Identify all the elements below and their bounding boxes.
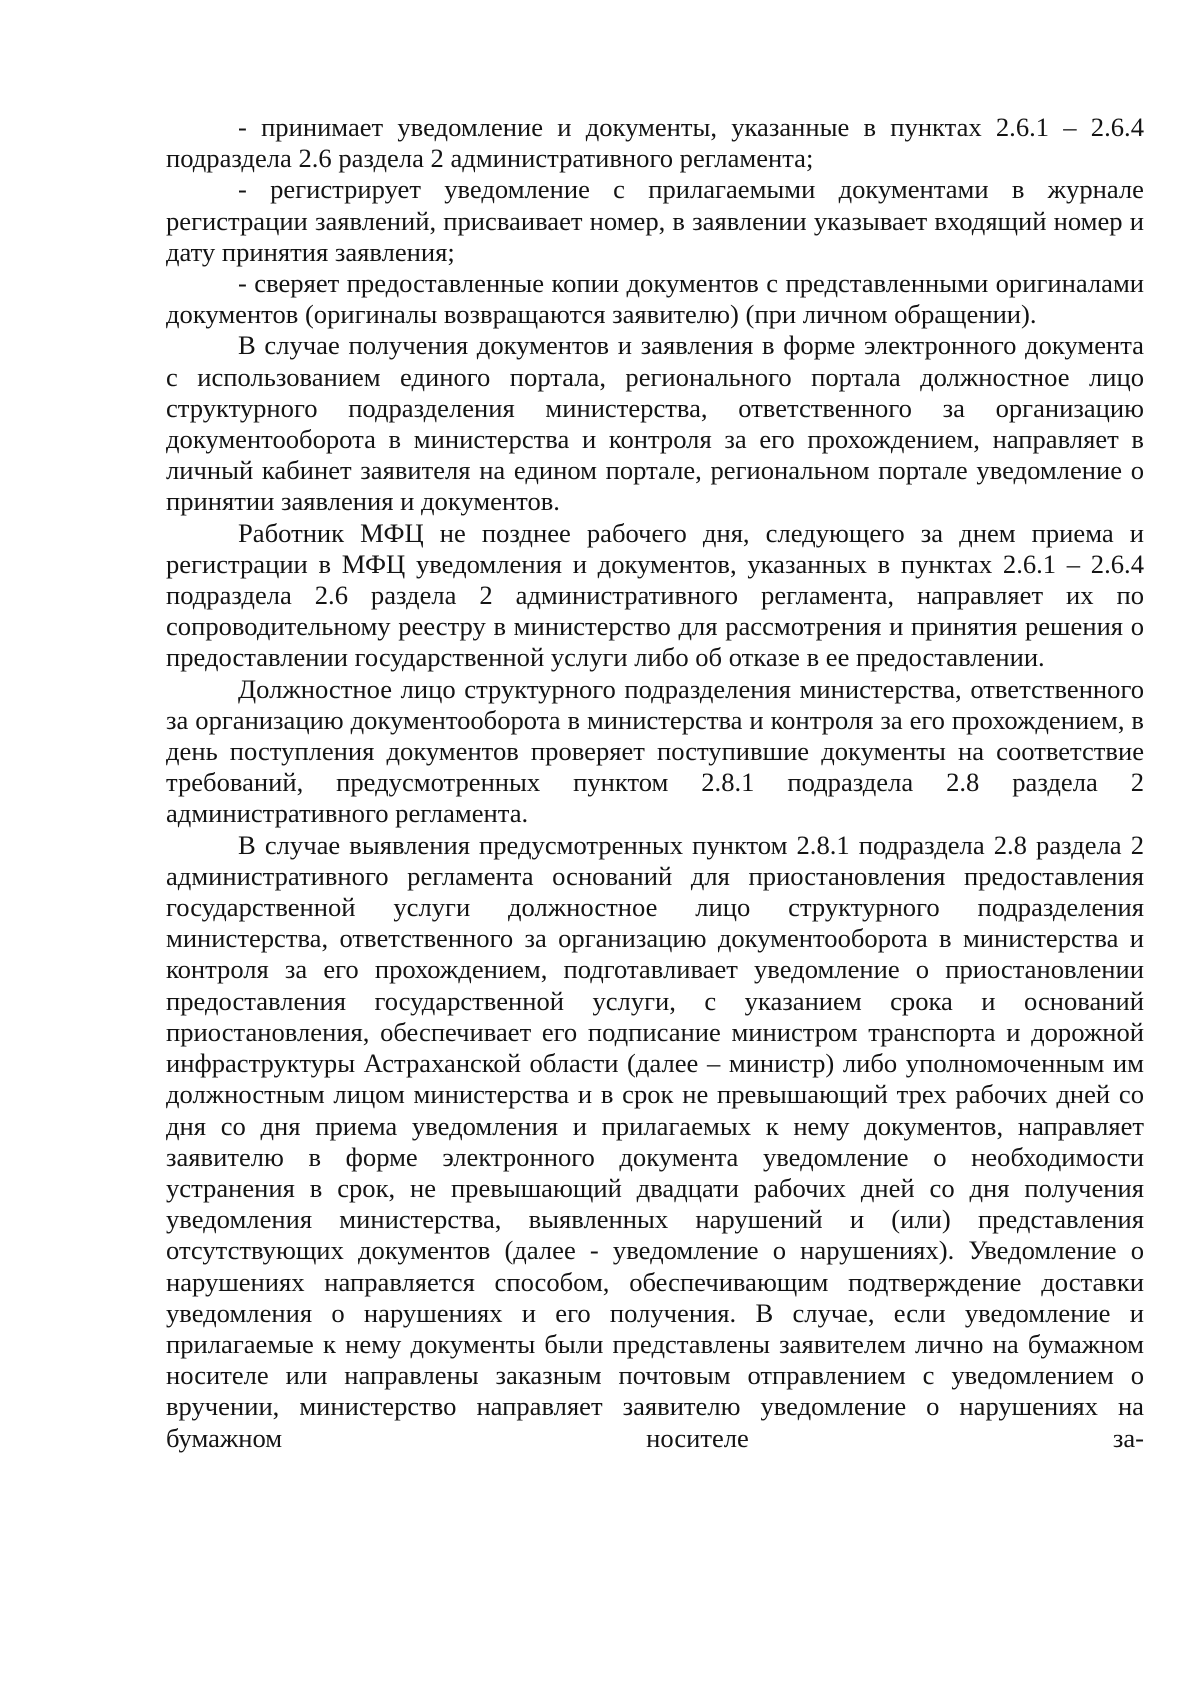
- document-body: [166, 112, 1144, 1454]
- paragraph-suspension-notice: В случае выявления предусмотренных пунктом 2.8.1 подраздела 2.8 раздела 2 административного регламента оснований для приостановления предоставления государственной услуги должностное лицо структурного подразделения министерства, ответственного за организацию документооборота в министерства и контроля за его прохождением, подготавливает уведомление о приостановлении предоставления государственной услуги, с указанием срока и оснований приостановления, обеспечивает его подписание министром транспорта и дорожной инфраструктуры Астраханской области (далее – министр) либо уполномоченным им должностным лицом министерства и в срок не превышающий трех рабочих дней со дня со дня приема уведомления и прилагаемых к нему документов, направляет заявителю в форме электронного документа уведомление о необходимости устранения в срок, не превышающий двадцати рабочих дней со дня получения уведомления министерства, выявленных нарушений и (или) представления отсутствующих документов (далее - уведомление о нарушениях). Уведомление о нарушениях направляется способом, обеспечивающим подтверждение доставки уведомления о нарушениях и его получения. В случае, если уведомление и прилагаемые к нему документы были представлены заявителем лично на бумажном носителе или направлены заказным почтовым отправлением с уведомлением о вручении, министерство направляет заявителю уведомление о нарушениях на бумажном носителе за-: [166, 829, 1144, 1453]
- paragraph-mfc-employee: Работник МФЦ не позднее рабочего дня, следующего за днем приема и регистрации в МФЦ уведомления и документов, указанных в пунктах 2.6.1 – 2.6.4 подраздела 2.6 раздела 2 административного регламента, направляет их по сопроводительному реестру в министерство для рассмотрения и принятия решения о предоставлении государственной услуги либо об отказе в ее предоставлении.: [166, 517, 1144, 673]
- paragraph-registers-notification: - регистрирует уведомление с прилагаемыми документами в журнале регистрации заявлений, присваивает номер, в заявлении указывает входящий номер и дату принятия заявления;: [166, 174, 1144, 267]
- paragraph-electronic-documents: В случае получения документов и заявления в форме электронного документа с использованием единого портала, регионального портала должностное лицо структурного подразделения министерства, ответственного за организацию документооборота в министерства и контроля за его прохождением, направляет в личный кабинет заявителя на едином портале, региональном портале уведомление о принятии заявления и документов.: [166, 330, 1144, 517]
- paragraph-verifies-copies: - сверяет предоставленные копии документов с представленными оригиналами документов (оригиналы возвращаются заявителю) (при личном обращении).: [166, 268, 1144, 330]
- paragraph-accepts-notification: - принимает уведомление и документы, указанные в пунктах 2.6.1 – 2.6.4 подраздела 2.6 раздела 2 административного регламента;: [166, 112, 1144, 174]
- paragraph-official-checks: Должностное лицо структурного подразделения министерства, ответственного за организацию документооборота в министерства и контроля за его прохождением, в день поступления документов проверяет поступившие документы на соответствие требований, предусмотренных пунктом 2.8.1 подраздела 2.8 раздела 2 административного регламента.: [166, 673, 1144, 829]
